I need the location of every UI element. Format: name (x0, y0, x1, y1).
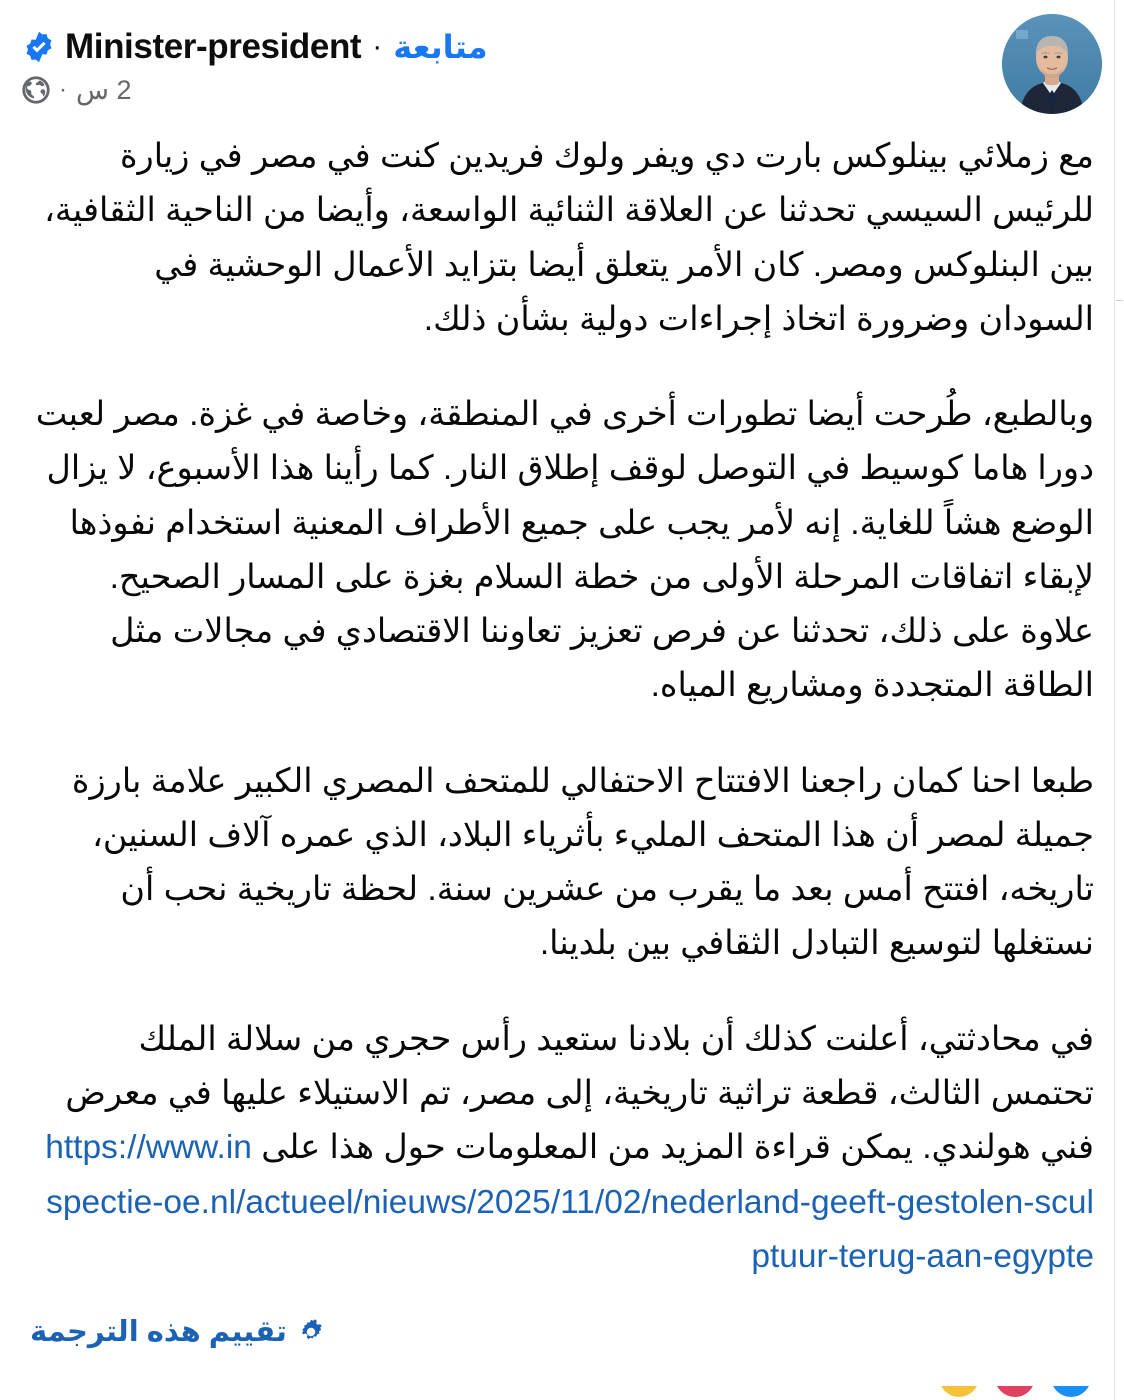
paragraph-text: في محادثتي، أعلنت كذلك أن بلادنا ستعيد رأس حجري من سلالة الملك تحتمس الثالث، قطعة تراثية تاريخية، إلى مصر، تم الاستيلاء عليها في معرض فني هولندي. يمكن قراءة المزيد من المعلومات حول هذا على (65, 1020, 1094, 1167)
post-meta (22, 75, 134, 106)
rate-translation-link[interactable]: تقييم هذه الترجمة (30, 1316, 287, 1349)
meta-separator: · (59, 76, 67, 103)
author-separator: · (372, 30, 383, 64)
header-text-block (22, 14, 986, 106)
post-body (0, 130, 1124, 1284)
care-reaction-icon (936, 1386, 982, 1400)
post-timestamp[interactable]: 2 س (76, 74, 132, 105)
globe-public-icon[interactable] (22, 76, 50, 104)
post-paragraph: مع زملائي بينلوكس بارت دي ويفر ولوك فريدين كنت في مصر في زيارة للرئيس السيسي تحدثنا عن العلاقة الثنائية الواسعة، وأيضا من الناحية الثقافية، بين البنلوكس ومصر. كان الأمر يتعلق أيضا بتزايد الأعمال الوحشية في السودان وضرورة اتخاذ إجراءات دولية بشأن ذلك. (44, 138, 1094, 338)
gear-icon (297, 1318, 325, 1346)
reactions-summary[interactable] (936, 1386, 1094, 1400)
news-article-link[interactable]: https://www.inspectie-oe.nl/actueel/nieuws/2025/11/02/nederland-geeft-gestolen-sculptuur-terug-aan-egypte (45, 1129, 1094, 1275)
post-paragraph-with-link (30, 1013, 1094, 1284)
verified-badge-icon (22, 30, 56, 64)
scrollbar-track[interactable] (1114, 0, 1124, 1400)
love-reaction-icon (992, 1386, 1038, 1400)
post-paragraph: طبعا احنا كمان راجعنا الافتتاح الاحتفالي للمتحف المصري الكبير علامة بارزة جميلة لمصر أن هذا المتحف المليء بأثرياء البلاد، الذي عمره آلاف السنين، تاريخه، افتتح أمس بعد ما يقرب من عشرين سنة. لحظة تاريخية نحب أن نستغلها لتوسيع التبادل الثقافي بين بلدينا. (71, 762, 1094, 963)
post-paragraph: وبالطبع، طُرحت أيضا تطورات أخرى في المنطقة، وخاصة في غزة. مصر لعبت دورا هاما كوسيط في التوصل لوقف إطلاق النار. كما رأينا هذا الأسبوع، لا يزال الوضع هشاً للغاية. إنه لأمر يجب على جميع الأطراف المعنية استخدام نفوذها لإبقاء اتفاقات المرحلة الأولى من خطة السلام بغزة على المسار الصحيح. علاوة على ذلك، تحدثنا عن فرص تعزيز تعاوننا الاقتصادي في مجالات مثل الطاقة المتجددة ومشاريع المياه. (35, 396, 1094, 705)
author-line (22, 28, 488, 67)
rate-translation-row[interactable] (0, 1314, 1124, 1349)
like-reaction-icon (1048, 1386, 1094, 1400)
post-header (0, 0, 1124, 130)
avatar[interactable] (1002, 14, 1102, 114)
follow-button[interactable]: متابعة (393, 28, 488, 65)
author-name[interactable]: Minister-president (65, 27, 362, 66)
scrollbar-thumb[interactable] (1116, 300, 1123, 301)
